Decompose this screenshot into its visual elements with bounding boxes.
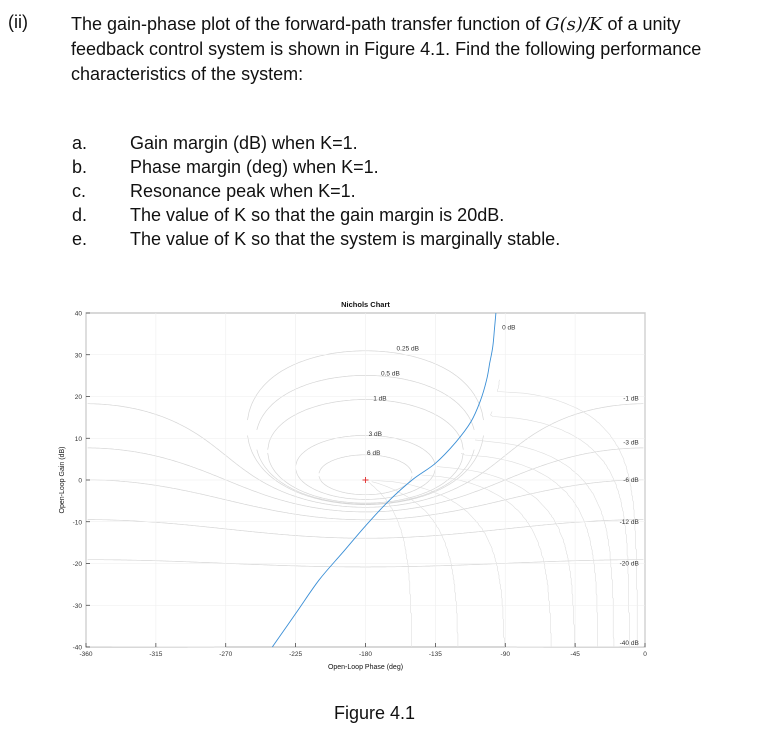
x-tick-label: -90 (500, 651, 510, 658)
item-letter: e. (72, 229, 88, 249)
x-tick-label: -315 (149, 651, 163, 658)
y-tick-label: -30 (72, 602, 82, 610)
contour-label: -12 dB (619, 518, 639, 526)
y-tick-label: 30 (74, 352, 82, 360)
y-tick-label: -20 (72, 561, 82, 568)
y-axis-label: Open-Loop Gain (dB) (59, 446, 66, 514)
contour-label: -1 dB (623, 395, 639, 403)
list-item (72, 155, 560, 179)
item-text: The value of K so that the gain margin is 20dB. (130, 205, 505, 225)
y-tick-label: -40 (72, 644, 82, 652)
nichols-chart-figure (56, 296, 666, 686)
x-tick-label: -270 (219, 651, 233, 658)
contour-label: 3 dB (368, 431, 382, 439)
contour-label: 0.5 dB (381, 370, 400, 378)
item-letter: a. (72, 133, 88, 153)
x-tick-label: -45 (570, 651, 580, 658)
item-text: Gain margin (dB) when K=1. (130, 133, 358, 153)
item-text: Resonance peak when K=1. (130, 181, 356, 201)
x-axis-label: Open-Loop Phase (deg) (327, 664, 404, 671)
contour-label: 1 dB (373, 395, 387, 403)
item-text: The value of K so that the system is marginally stable. (130, 229, 561, 249)
question-items-list (72, 131, 560, 251)
item-letter: d. (72, 205, 88, 225)
contour-label: -20 dB (619, 560, 639, 568)
contour-label: -3 dB (623, 439, 639, 447)
x-tick-label: -360 (79, 651, 93, 658)
x-tick-label: 0 (643, 651, 647, 658)
list-item (72, 179, 560, 203)
intro-text-after: of a unity feedback control system is shown in Figure 4.1. Find the following performance characteristics of the system: (71, 14, 702, 84)
question-intro (71, 12, 741, 87)
item-letter: b. (72, 157, 88, 177)
contour-label: 0.25 dB (396, 345, 419, 353)
chart-title: Nichols Chart (341, 300, 390, 309)
y-tick-label: 20 (74, 394, 82, 401)
transfer-function-math: G(s)/K (545, 14, 603, 35)
list-item (72, 131, 560, 155)
nichols-chart (56, 296, 666, 686)
figure-caption: Figure 4.1 (334, 703, 416, 723)
intro-text-before: The gain-phase plot of the forward-path transfer function of (71, 14, 546, 34)
list-item (72, 227, 560, 251)
contour-label: -6 dB (623, 477, 639, 484)
y-tick-label: -10 (72, 519, 82, 527)
y-tick-label: 40 (74, 310, 82, 318)
x-tick-label: -135 (428, 651, 442, 658)
y-tick-label: 10 (74, 435, 82, 443)
question-number: (ii) (8, 12, 28, 32)
x-tick-label: -180 (358, 651, 373, 658)
contour-label: 6 dB (367, 449, 381, 457)
list-item (72, 203, 560, 227)
x-tick-label: -225 (289, 651, 303, 658)
y-tick-label: 0 (78, 477, 82, 485)
item-letter: c. (72, 181, 87, 201)
contour-label: -40 dB (619, 639, 639, 647)
item-text: Phase margin (deg) when K=1. (130, 157, 379, 177)
contour-label: 0 dB (502, 324, 516, 332)
